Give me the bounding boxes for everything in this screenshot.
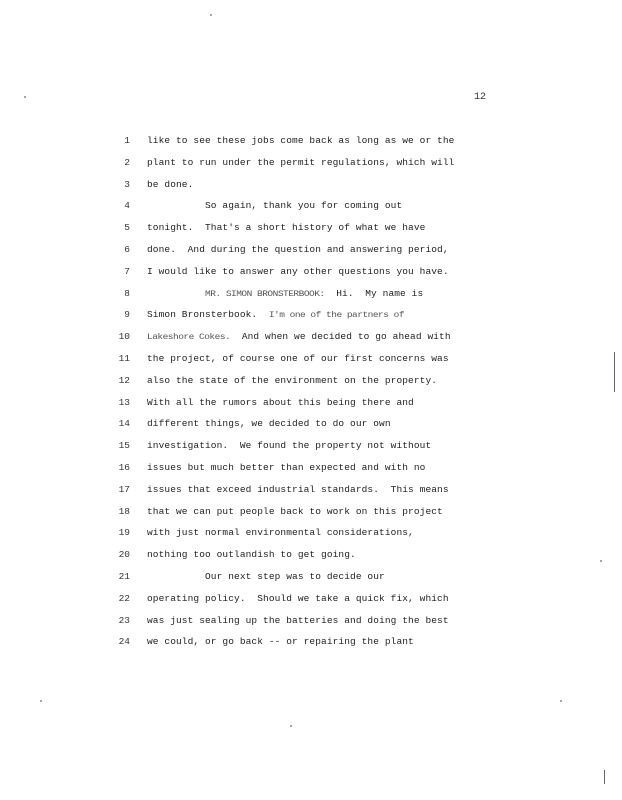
transcript-line <box>0 220 622 236</box>
line-text <box>147 220 425 236</box>
scan-speck <box>40 700 42 702</box>
line-text-overstruck: I'm one of the partners of <box>268 309 405 320</box>
line-text-main: plant to run under the permit regulations, which will <box>147 156 455 168</box>
line-number: 11 <box>118 353 130 364</box>
transcript-line <box>0 569 622 585</box>
line-text <box>147 395 414 411</box>
line-text <box>147 155 454 171</box>
line-number: 22 <box>118 592 130 604</box>
transcript-line <box>0 613 622 629</box>
line-text <box>147 351 449 367</box>
transcript-line <box>0 482 622 498</box>
line-text-main: different things, we decided to do our own <box>147 418 391 430</box>
line-text-main: like to see these jobs come back as long as we or the <box>147 135 455 146</box>
line-number: 21 <box>118 571 130 582</box>
line-text-overstruck: MR. SIMON BRONSTERBOOK: <box>205 288 325 299</box>
line-text-overstruck: Lakeshore Cokes. <box>147 331 231 342</box>
line-text <box>147 286 423 302</box>
line-number: 20 <box>118 549 130 561</box>
line-number: 18 <box>118 505 130 517</box>
transcript-line <box>0 591 622 607</box>
line-text <box>147 634 414 650</box>
line-number: 5 <box>124 222 130 234</box>
line-number: 7 <box>124 265 130 277</box>
line-text-main: also the state of the environment on the property. <box>147 374 438 386</box>
scan-margin-mark <box>604 770 605 784</box>
transcript-line <box>0 307 622 323</box>
line-number: 9 <box>124 309 130 321</box>
line-text <box>147 438 431 454</box>
line-text-main: we could, or go back -- or repairing the plant <box>147 636 414 648</box>
line-number: 15 <box>118 440 130 452</box>
line-text <box>147 591 449 607</box>
line-text <box>147 547 356 563</box>
transcript-line <box>0 177 622 193</box>
line-number: 23 <box>118 614 130 626</box>
line-text <box>147 373 437 389</box>
line-text-main: issues but much better than expected and with no <box>147 462 426 473</box>
transcript-line <box>0 395 622 411</box>
scan-speck <box>24 96 26 98</box>
line-number: 19 <box>118 527 130 539</box>
line-text-main: Simon Bronsterbook. <box>147 309 269 321</box>
line-text-main: So again, thank you for coming out <box>147 200 403 212</box>
line-text <box>147 133 454 149</box>
line-number: 17 <box>118 483 130 495</box>
transcript-line <box>0 155 622 171</box>
transcript-line <box>0 373 622 389</box>
line-text-main: investigation. We found the property not without <box>147 440 432 452</box>
line-text <box>147 329 451 345</box>
line-text <box>147 525 414 541</box>
line-text-main: I would like to answer any other questions you have. <box>147 265 449 277</box>
line-number: 13 <box>118 396 130 408</box>
line-text-main: done. And during the question and answering period, <box>147 244 449 255</box>
line-number: 12 <box>118 374 130 386</box>
line-number: 8 <box>124 287 130 299</box>
scan-speck <box>290 725 292 727</box>
line-text <box>147 416 391 432</box>
page-number: 12 <box>474 92 487 103</box>
transcript-line <box>0 329 622 345</box>
transcript-line <box>0 547 622 563</box>
scan-margin-mark <box>614 352 615 392</box>
line-number: 10 <box>118 331 130 343</box>
scan-speck <box>600 560 602 562</box>
line-text <box>147 198 402 214</box>
line-number: 3 <box>124 178 130 190</box>
line-text-main: tonight. That's a short history of what we have <box>147 222 426 234</box>
line-text-main: With all the rumors about this being there and <box>147 396 414 408</box>
line-text-main: nothing too outlandish to get going. <box>147 549 356 561</box>
line-number: 2 <box>124 156 130 168</box>
line-number: 4 <box>124 200 130 212</box>
line-text-main: issues that exceed industrial standards. This means <box>147 483 449 495</box>
line-text <box>147 177 193 193</box>
line-number: 16 <box>118 462 130 473</box>
line-text-main: be done. <box>147 178 194 190</box>
transcript-line <box>0 504 622 520</box>
line-text <box>147 242 449 258</box>
transcript-line <box>0 416 622 432</box>
line-text <box>147 307 404 323</box>
line-text <box>147 264 449 280</box>
line-text-main <box>147 288 205 299</box>
line-number: 24 <box>118 636 130 648</box>
line-number: 6 <box>124 244 130 255</box>
transcript-line <box>0 460 622 476</box>
transcript-line <box>0 438 622 454</box>
transcript-line <box>0 198 622 214</box>
line-text <box>147 460 425 476</box>
line-text-after: And when we decided to go ahead with <box>230 331 451 343</box>
line-number: 1 <box>124 135 130 146</box>
transcript-line <box>0 351 622 367</box>
line-text-main: was just sealing up the batteries and doing the best <box>147 614 449 626</box>
line-text <box>147 482 449 498</box>
line-text <box>147 569 385 585</box>
transcript-line <box>0 242 622 258</box>
line-text-main: the project, of course one of our first concerns was <box>147 353 449 364</box>
line-text-main: Our next step was to decide our <box>147 571 385 582</box>
transcript-line <box>0 634 622 650</box>
line-text-main: with just normal environmental considerations, <box>147 527 414 539</box>
line-text-after: Hi. My name is <box>324 287 424 299</box>
transcript-line <box>0 133 622 149</box>
line-text <box>147 504 443 520</box>
transcript-line <box>0 264 622 280</box>
transcript-line <box>0 286 622 302</box>
scan-speck <box>560 700 562 702</box>
line-text-main: operating policy. Should we take a quick fix, which <box>147 592 449 604</box>
scan-speck <box>210 14 212 16</box>
line-text <box>147 613 449 629</box>
transcript-line <box>0 525 622 541</box>
line-text-main: that we can put people back to work on this project <box>147 505 443 517</box>
line-number: 14 <box>118 418 130 430</box>
